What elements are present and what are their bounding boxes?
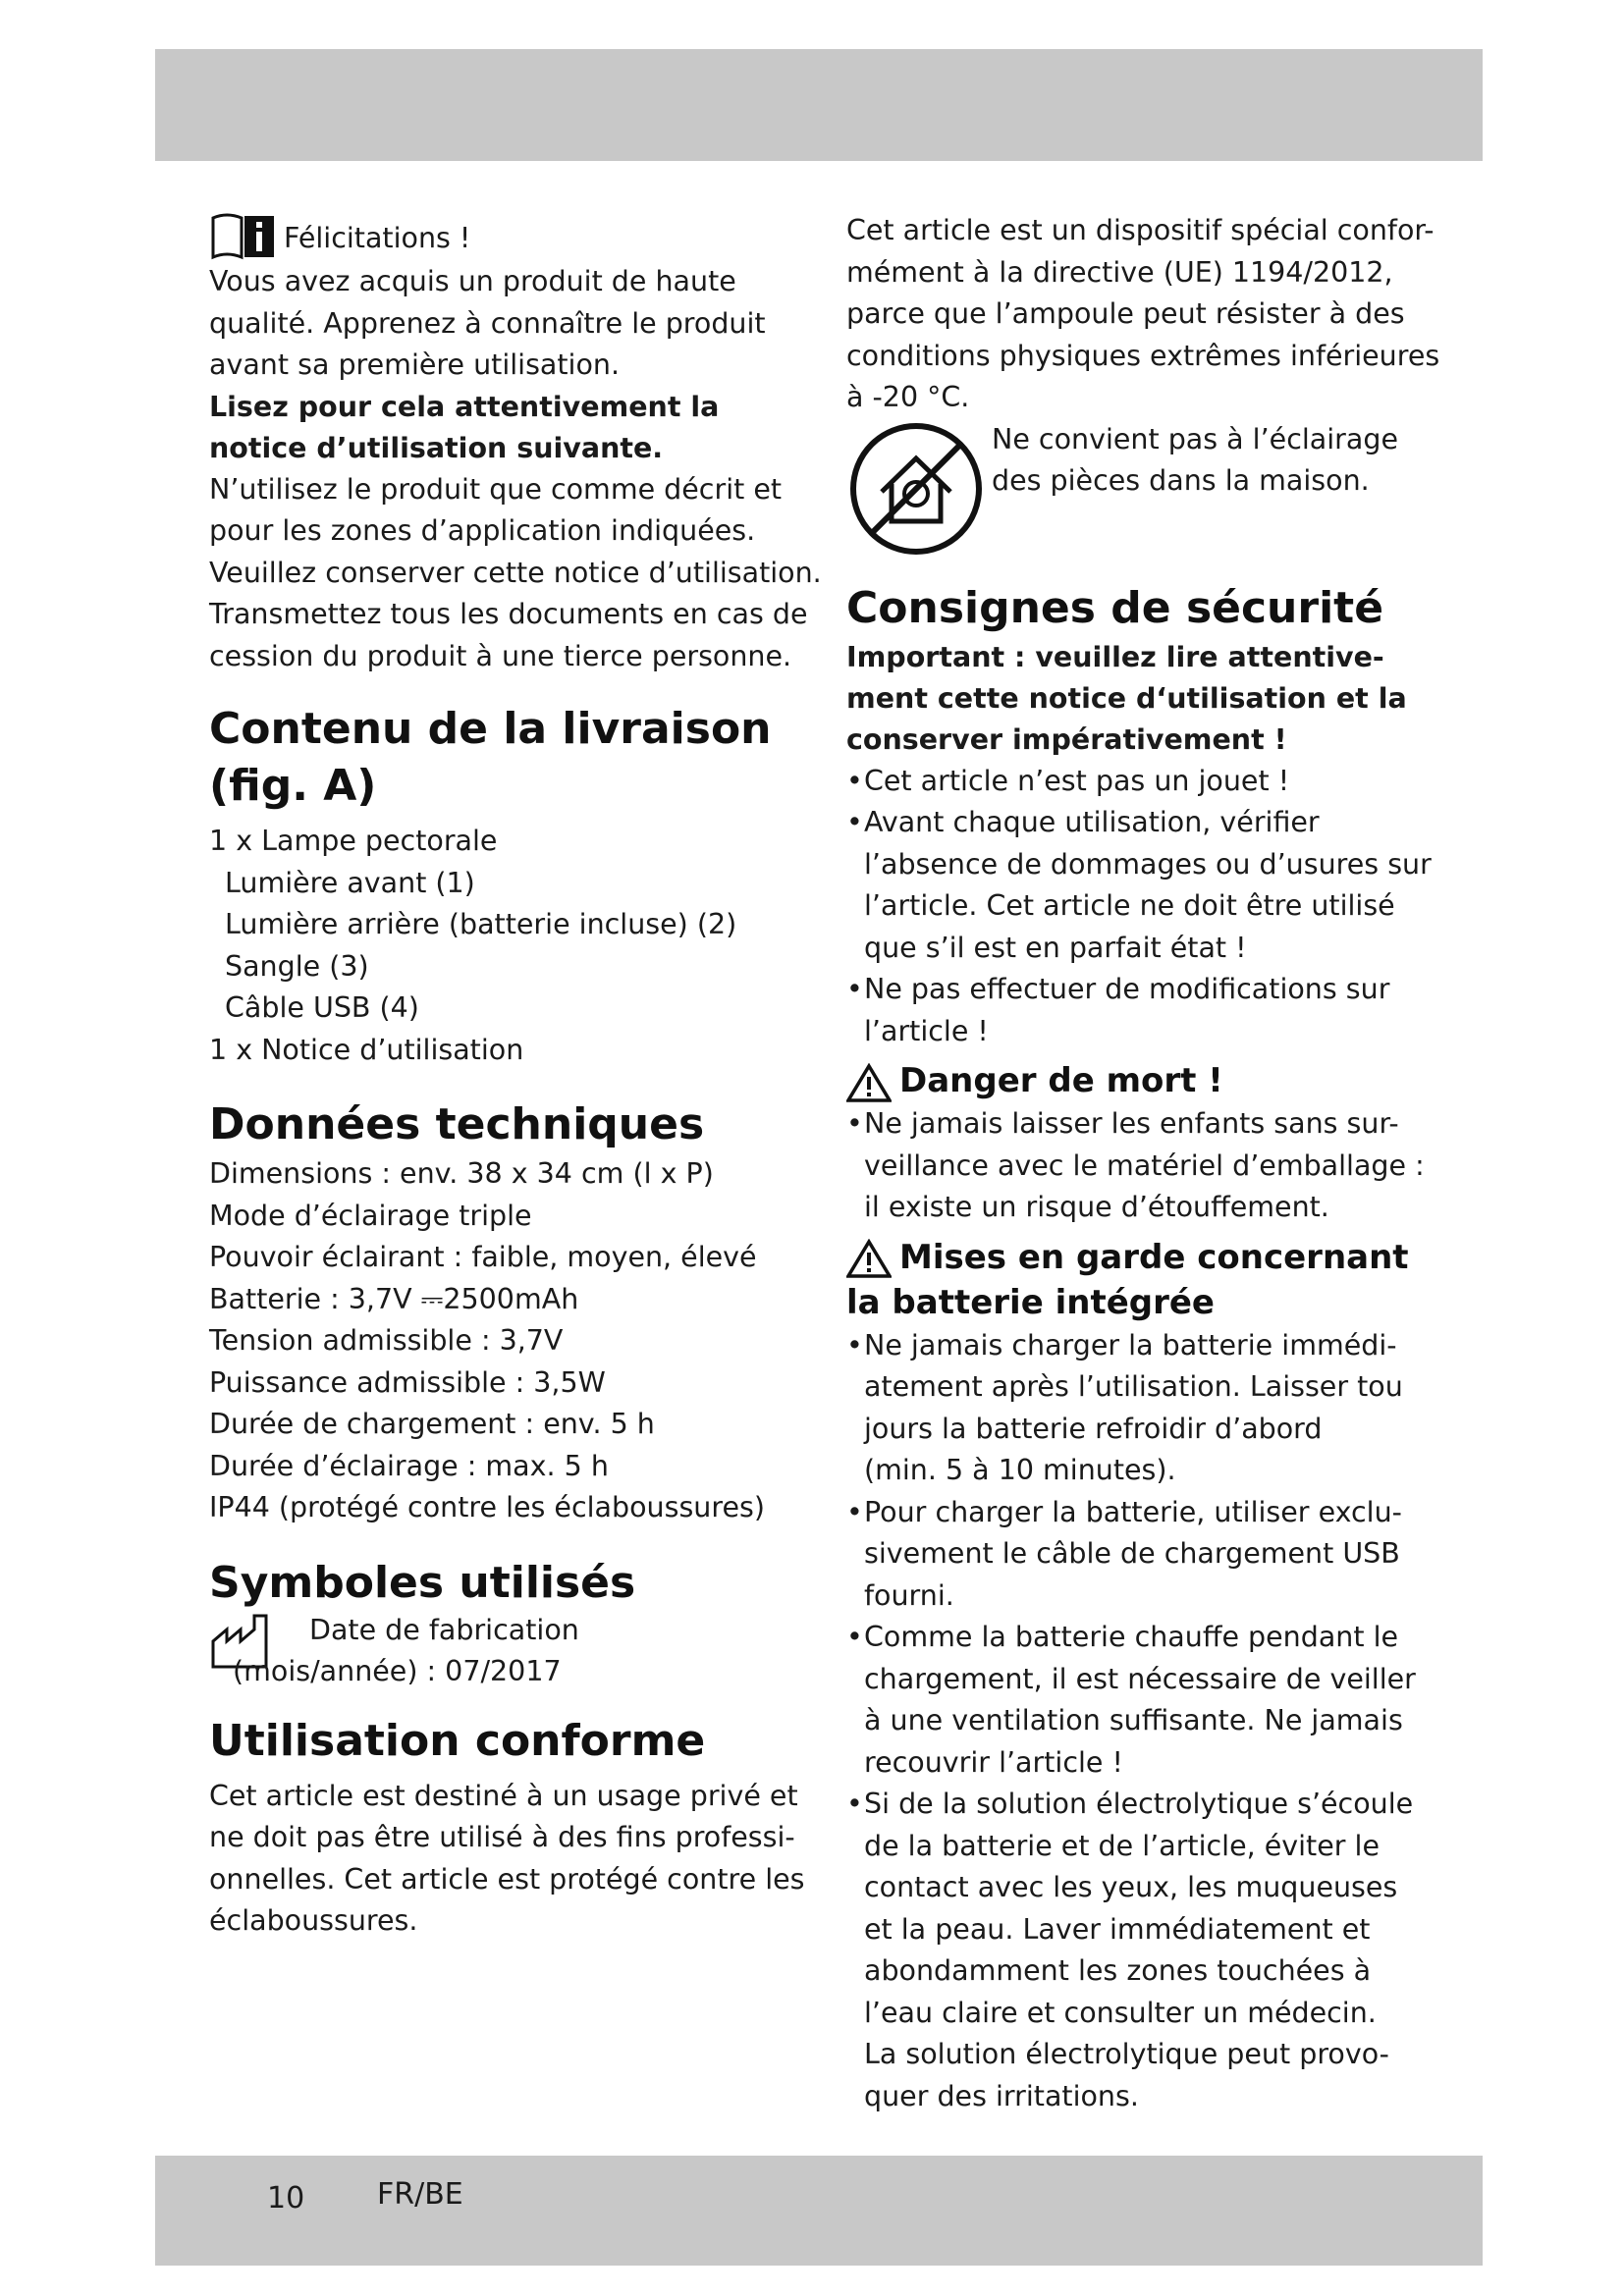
danger-bullets [846, 1103, 1426, 1229]
battery-bullets [846, 1325, 1426, 2118]
tech-heading: Données techniques [209, 1099, 705, 1149]
list-item: • Ne jamais laisser les enfants sans sur- veillance avec le matériel d’emballage : il existe un risque d’étouffement. [846, 1103, 1426, 1229]
congrats-row [209, 210, 808, 261]
list-item: • Si de la solution électrolytique s’écoule de la batterie et de l’article, éviter le contact avec les yeux, les muqueuses et la peau. Laver immédiatement et abondamment les zones touchées à l’eau claire et consulter un médecin. La solution électrolytique peut provo- quer des irritations. [846, 1784, 1426, 2117]
warning-triangle-icon [846, 1239, 892, 1278]
usage-heading: Utilisation conforme [209, 1715, 706, 1766]
language-code: FR/BE [377, 2177, 463, 2212]
safety-bullets [846, 761, 1432, 1053]
page-number: 10 [267, 2181, 305, 2216]
delivery-list: 1 x Lampe pectorale Lumière avant (1) Lumière arrière (batterie incluse) (2) Sangle (3) Câble USB (4) 1 x Notice d’utilisation [209, 825, 737, 1066]
not-suitable-text: Ne convient pas à l’éclairage des pièces dans la maison. [992, 422, 1398, 497]
manufacture-date-text: Date de fabrication (mois/année) : 07/2017 [233, 1613, 579, 1687]
right-column [846, 210, 1440, 2117]
list-item: • Comme la batterie chauffe pendant le chargement, il est nécessaire de veiller à une ventilation suffisante. Ne jamais recouvrir l’article ! [846, 1617, 1426, 1784]
list-item: • Pour charger la batterie, utiliser exclu- sivement le câble de chargement USB fourni. [846, 1492, 1426, 1618]
list-item: • Cet article n’est pas un jouet ! [846, 761, 1426, 803]
footer-band [155, 2156, 1483, 2266]
intro-paragraph-2: N’utilisez le produit que comme décrit et pour les zones d’application indiquées. Veuillez conserver cette notice d’utilisation. Transmettez tous les documents en cas de cession du produit à une tierce personne. [209, 472, 822, 672]
congrats-text: Félicitations ! [284, 222, 471, 254]
danger-heading: Danger de mort ! [846, 1058, 1426, 1103]
left-column [209, 210, 822, 1943]
battery-warning-heading: Mises en garde concernant la batterie intégrée [846, 1237, 1409, 1322]
intro-paragraph-1: Vous avez acquis un produit de haute qualité. Apprenez à connaître le produit avant sa première utilisation. [209, 265, 766, 381]
delivery-heading: Contenu de la livraison (fig. A) [209, 704, 772, 811]
list-item: • Ne pas effectuer de modifications sur l’article ! [846, 969, 1426, 1052]
manufacture-date-row [209, 1612, 808, 1693]
info-book-icon [209, 210, 278, 261]
list-item: • Ne jamais charger la batterie immédi- atement après l’utilisation. Laisser tou jours la batterie refroidir d’abord (min. 5 à 10 minutes). [846, 1325, 1426, 1492]
warning-triangle-icon [846, 1063, 892, 1102]
intro-bold-notice: Lisez pour cela attentivement la notice d’utilisation suivante. [209, 390, 720, 464]
no-household-lighting-icon [846, 419, 986, 559]
not-suitable-row [846, 419, 1426, 559]
tech-list: Dimensions : env. 38 x 34 cm (l x P) Mode d’éclairage triple Pouvoir éclairant : faible, moyen, élevé Batterie : 3,7V ⎓2500mAh Tension admissible : 3,7V Puissance admissible : 3,5W Durée de chargement : env. 5 h Durée d’éclairage : max. 5 h IP44 (protégé contre les éclaboussures) [209, 1157, 765, 1523]
safety-important: Important : veuillez lire attentive- ment cette notice d‘utilisation et la conserver impérativement ! [846, 640, 1407, 756]
symbols-heading: Symboles utilisés [209, 1557, 636, 1608]
header-band [155, 49, 1483, 161]
usage-paragraph: Cet article est destiné à un usage privé et ne doit pas être utilisé à des fins professi- onnelles. Cet article est protégé contre les éclaboussures. [209, 1779, 805, 1937]
list-item: • Avant chaque utilisation, vérifier l’absence de dommages ou d’usures sur l’article. Cet article ne doit être utilisé que s’il est en parfait état ! [846, 802, 1426, 969]
special-device-paragraph: Cet article est un dispositif spécial confor- mément à la directive (UE) 1194/2012, parce que l’ampoule peut résister à des conditions physiques extrêmes inférieures à -20 °C. [846, 214, 1440, 413]
safety-heading: Consignes de sécurité [846, 582, 1384, 633]
